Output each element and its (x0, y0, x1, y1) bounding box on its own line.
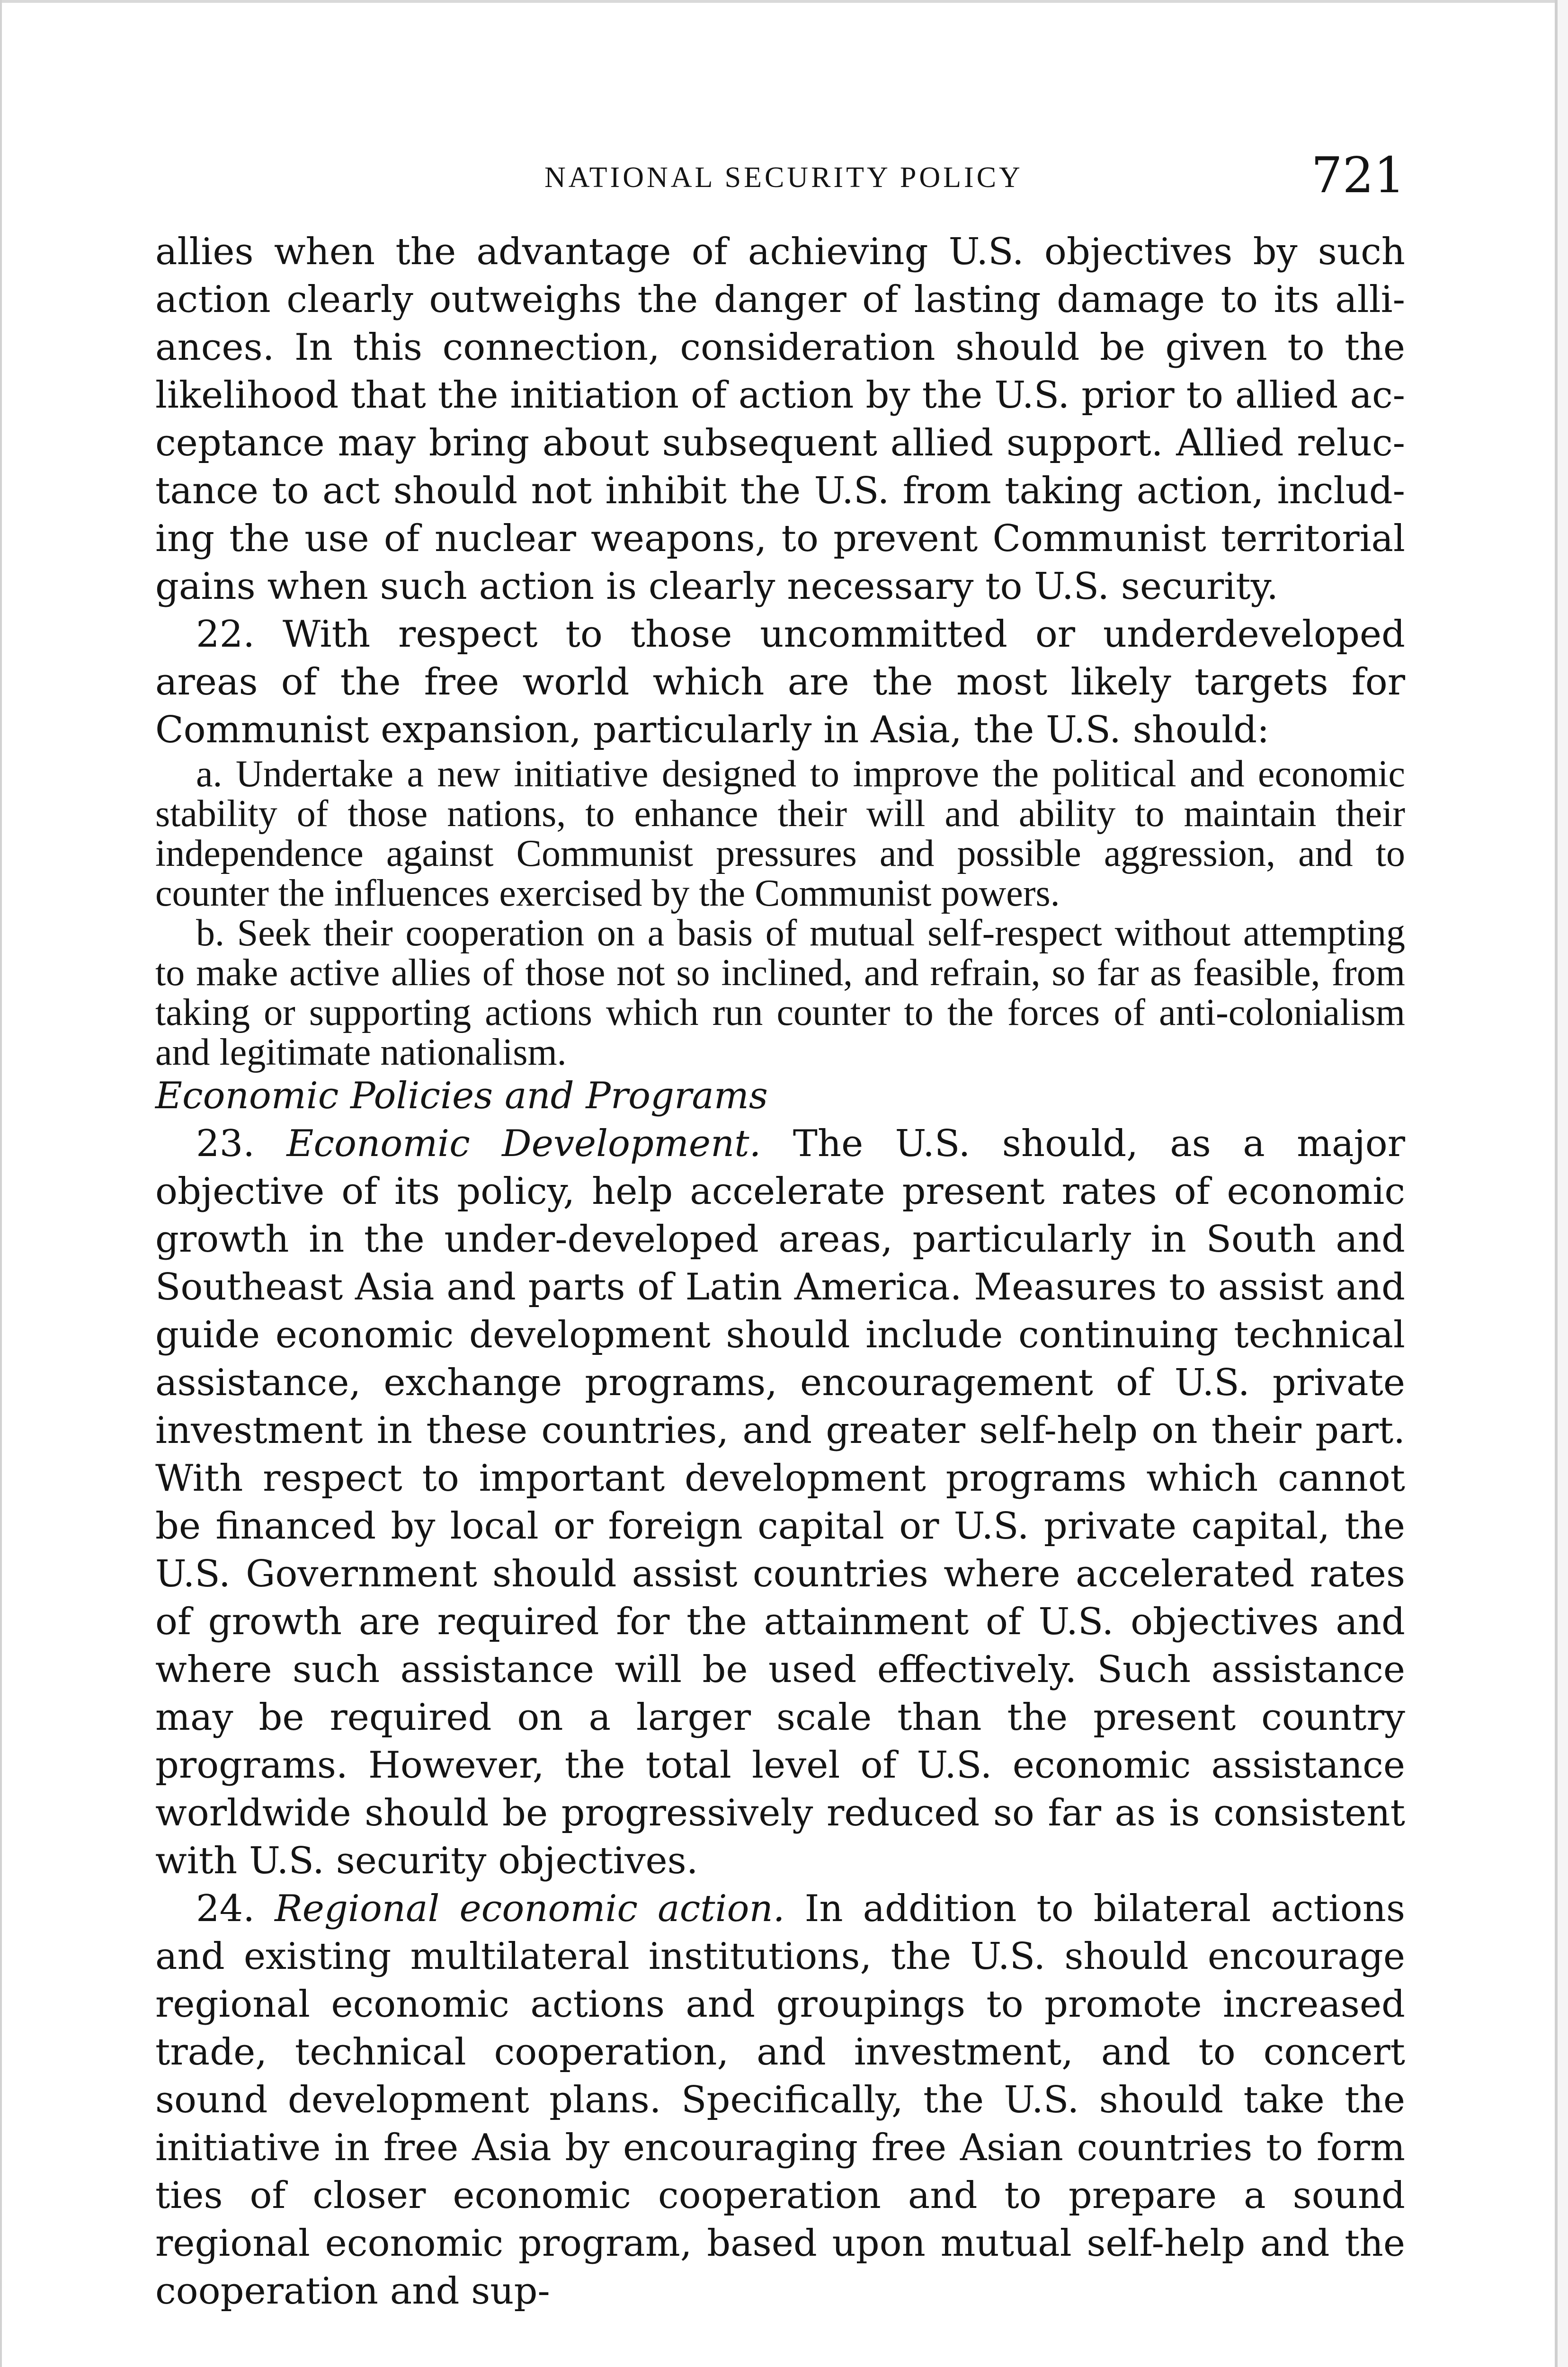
paragraph-23-title: Economic Development. (286, 1122, 761, 1165)
paragraph-24-body: In addition to bilateral actions and existing multilateral institutions, the U.S. should encourage regional economic actions and groupings to promote increased trade, technical cooperation, and investment, and to concert sound development plans. Specifically, the U.S. should take the initiative in free Asia by encouraging free Asian countries to form ties of closer economic cooperation and to prepare a sound regional economic program, based upon mutual self-help and the cooperation and sup- (155, 1887, 1406, 2313)
paragraph-24-title: Regional economic action. (275, 1887, 785, 1930)
page-edge-right (1555, 0, 1568, 2367)
paragraph-22: 22. With respect to those uncommitted or underdeveloped areas of the free world which are the most likely targets for Communist expansion, particularly in Asia, the U.S. should: (155, 613, 1405, 751)
page-number: 721 (1311, 146, 1405, 204)
running-head (155, 147, 1405, 208)
section-heading: Economic Policies and Programs (155, 1075, 768, 1117)
paragraph-24-number: 24. (196, 1887, 255, 1930)
paragraph-23-body: The U.S. should, as a major objective of its policy, help accelerate present rates of economic growth in the under-developed areas, particularly in South and Southeast Asia and parts of Latin America. Measures to assist and guide economic development should include continuing technical assistance, exchange programs, encouragement of U.S. private investment in these countries, and greater self-help on their part. With respect to important development programs which cannot be financed by local or foreign capital or U.S. private capital, the U.S. Government should assist countries where accelerated rates of growth are required for the attainment of U.S. objectives and where such assistance will be used effectively. Such assistance may be required on a larger scale than the present country programs. However, the total level of U.S. economic assistance worldwide should be progressively reduced so far as is consistent with U.S. security objectives. (155, 1122, 1405, 1882)
paragraph-23-number: 23. (196, 1122, 255, 1165)
paragraph-23 (155, 1120, 1405, 1885)
subparagraph-a: a. Undertake a new initiative designed to improve the political and economic stability of those nations, to enhance their will and ability to maintain their independence against Communist pressures and possible aggression, and to counter the influences exercised by the Communist powers. (155, 753, 1405, 914)
page-edge-left (0, 0, 2, 2367)
continued-paragraph: allies when the advantage of achieving U.S. objectives by such action clearly outweighs the danger of lasting damage to its alliances. In this connection, consideration should be given to the likelihood that the initiation of action by the U.S. prior to allied acceptance may bring about subsequent allied support. Allied reluctance to act should not inhibit the U.S. from taking action, including the use of nuclear weapons, to prevent Communist territorial gains when such action is clearly necessary to U.S. security. (155, 231, 1405, 608)
paragraph-24 (155, 1885, 1405, 2315)
subparagraph-b: b. Seek their cooperation on a basis of mutual self-respect without attempting to make active allies of those not so inclined, and refrain, so far as feasible, from taking or supporting actions which run counter to the forces of anti-colonialism and legitimate nationalism. (155, 912, 1405, 1073)
page-edge-top (0, 0, 1568, 3)
running-title: NATIONAL SECURITY POLICY (544, 161, 1023, 194)
page-body (155, 228, 1405, 2315)
